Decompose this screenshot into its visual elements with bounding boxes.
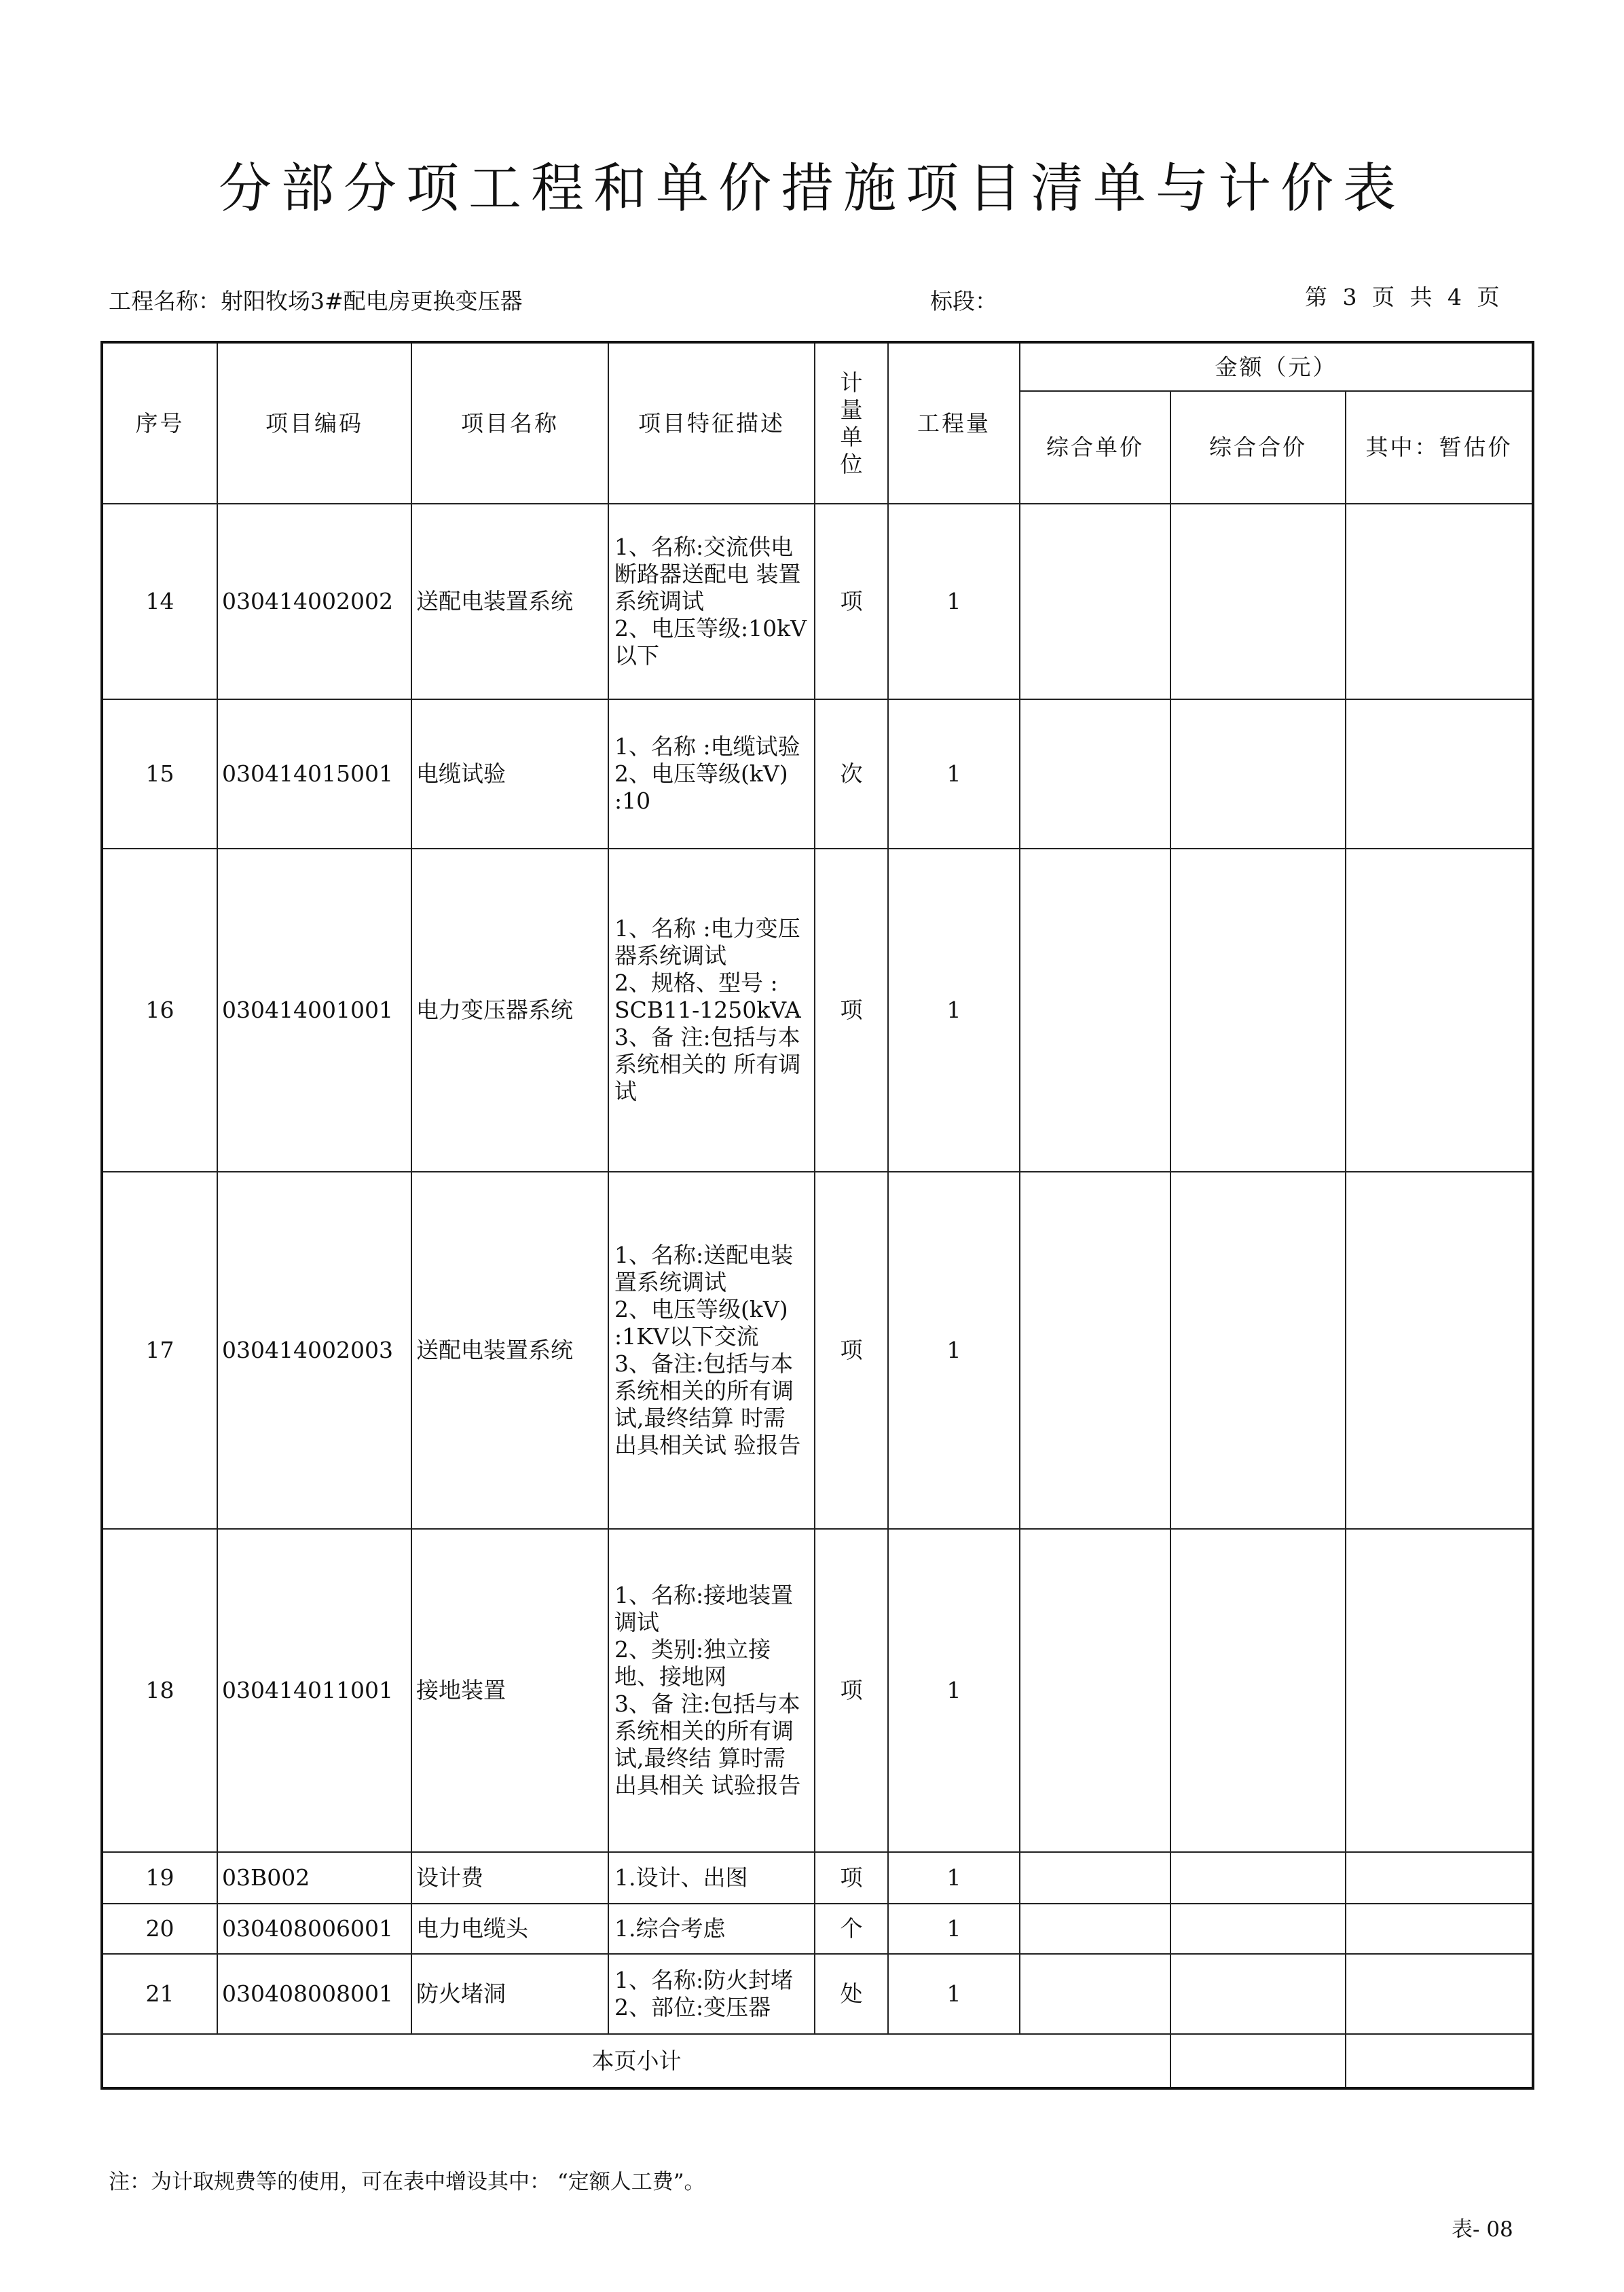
cell-seq: 16 xyxy=(102,849,217,1172)
header-qty: 工程量 xyxy=(888,342,1020,504)
cell-name: 电力变压器系统 xyxy=(411,849,608,1172)
cell-unit-price xyxy=(1020,849,1170,1172)
table-row xyxy=(102,1172,1533,1529)
cell-qty: 1 xyxy=(888,1852,1020,1904)
cell-desc xyxy=(608,1529,815,1852)
desc-line: 2、规格、型号 : SCB11-1250kVA xyxy=(614,969,801,1023)
cell-total-price xyxy=(1170,504,1346,699)
cell-name: 送配电装置系统 xyxy=(411,1172,608,1529)
cell-unit: 次 xyxy=(815,699,888,849)
table-row xyxy=(102,1852,1533,1904)
table-row xyxy=(102,1904,1533,1954)
header-provisional: 其中：暂估价 xyxy=(1346,391,1533,504)
cell-unit: 项 xyxy=(815,1852,888,1904)
desc-line: 2、电压等级:10kV以下 xyxy=(614,615,807,669)
desc-line: 3、备 注:包括与本系统相关的所有调试,最终结 算时需出具相关 试验报告 xyxy=(614,1690,801,1798)
cell-total-price xyxy=(1170,1172,1346,1529)
subtotal-label: 本页小计 xyxy=(102,2034,1170,2088)
project-name: 工程名称：射阳牧场3#配电房更换变压器 xyxy=(109,288,523,314)
cell-total-price xyxy=(1170,699,1346,849)
desc-line: 1、名称:防火封堵 xyxy=(614,1967,794,1993)
header-desc: 项目特征描述 xyxy=(608,342,815,504)
table-row xyxy=(102,849,1533,1172)
table-row xyxy=(102,1529,1533,1852)
cell-code: 03B002 xyxy=(217,1852,411,1904)
header-seq: 序号 xyxy=(102,342,217,504)
cell-code: 030414011001 xyxy=(217,1529,411,1852)
subtotal-provisional xyxy=(1346,2034,1533,2088)
subtotal-total-price xyxy=(1170,2034,1346,2088)
cell-total-price xyxy=(1170,1529,1346,1852)
cell-code: 030414001001 xyxy=(217,849,411,1172)
header-name: 项目名称 xyxy=(411,342,608,504)
cell-seq: 21 xyxy=(102,1954,217,2034)
desc-line: 1、名称 :电缆试验 xyxy=(614,733,800,760)
desc-line: 2、电压等级(kV) :1KV以下交流 xyxy=(614,1296,788,1350)
cell-qty: 1 xyxy=(888,699,1020,849)
cell-desc xyxy=(608,504,815,699)
cell-unit: 项 xyxy=(815,849,888,1172)
cell-desc xyxy=(608,1904,815,1954)
cell-qty: 1 xyxy=(888,1529,1020,1852)
cell-seq: 19 xyxy=(102,1852,217,1904)
cell-unit-price xyxy=(1020,1852,1170,1904)
desc-line: 1.综合考虑 xyxy=(614,1915,726,1942)
header-unit-label: 计量单位 xyxy=(840,369,863,477)
cell-provisional xyxy=(1346,1954,1533,2034)
cell-seq: 14 xyxy=(102,504,217,699)
cell-seq: 18 xyxy=(102,1529,217,1852)
cell-qty: 1 xyxy=(888,1172,1020,1529)
table-row xyxy=(102,699,1533,849)
cell-unit-price xyxy=(1020,699,1170,849)
cell-unit: 项 xyxy=(815,504,888,699)
cell-desc xyxy=(608,1172,815,1529)
desc-line: 1、名称:送配电装置系统调试 xyxy=(614,1242,794,1295)
cell-provisional xyxy=(1346,849,1533,1172)
cell-provisional xyxy=(1346,699,1533,849)
desc-line: 1、名称 :电力变压器系统调试 xyxy=(614,915,800,969)
cell-desc xyxy=(608,1852,815,1904)
table-row xyxy=(102,504,1533,699)
cell-unit-price xyxy=(1020,1904,1170,1954)
footnote: 注：为计取规费等的使用，可在表中增设其中： “定额人工费”。 xyxy=(109,2170,705,2194)
desc-line: 3、备注:包括与本系统相关的所有调试,最终结算 时需出具相关试 验报告 xyxy=(614,1350,801,1458)
cell-qty: 1 xyxy=(888,849,1020,1172)
cell-total-price xyxy=(1170,1904,1346,1954)
desc-line: 2、类别:独立接地、接地网 xyxy=(614,1636,771,1690)
page-info: 第 3 页 共 4 页 xyxy=(1305,284,1500,310)
cell-total-price xyxy=(1170,849,1346,1172)
cell-provisional xyxy=(1346,504,1533,699)
pricing-table xyxy=(100,341,1534,2090)
cell-qty: 1 xyxy=(888,1954,1020,2034)
cell-name: 电力电缆头 xyxy=(411,1904,608,1954)
cell-desc xyxy=(608,849,815,1172)
cell-code: 030414002002 xyxy=(217,504,411,699)
cell-provisional xyxy=(1346,1904,1533,1954)
desc-line: 2、部位:变压器 xyxy=(614,1994,771,2020)
header-code: 项目编码 xyxy=(217,342,411,504)
table-row xyxy=(102,1954,1533,2034)
desc-line: 1、名称:交流供电断路器送配电 装置系统调试 xyxy=(614,534,801,614)
cell-provisional xyxy=(1346,1529,1533,1852)
cell-unit: 项 xyxy=(815,1172,888,1529)
cell-seq: 20 xyxy=(102,1904,217,1954)
section-label: 标段： xyxy=(930,288,997,314)
desc-line: 1、名称:接地装置调试 xyxy=(614,1582,794,1635)
cell-name: 防火堵洞 xyxy=(411,1954,608,2034)
cell-unit-price xyxy=(1020,1172,1170,1529)
cell-qty: 1 xyxy=(888,1904,1020,1954)
cell-name: 接地装置 xyxy=(411,1529,608,1852)
header-unit-price: 综合单价 xyxy=(1020,391,1170,504)
cell-code: 030414002003 xyxy=(217,1172,411,1529)
cell-unit-price xyxy=(1020,504,1170,699)
cell-name: 送配电装置系统 xyxy=(411,504,608,699)
cell-qty: 1 xyxy=(888,504,1020,699)
cell-unit-price xyxy=(1020,1954,1170,2034)
cell-code: 030414015001 xyxy=(217,699,411,849)
cell-total-price xyxy=(1170,1852,1346,1904)
header-unit xyxy=(815,342,888,504)
page-title: 分部分项工程和单价措施项目清单与计价表 xyxy=(218,158,1405,219)
cell-name: 设计费 xyxy=(411,1852,608,1904)
cell-desc xyxy=(608,1954,815,2034)
header-total-price: 综合合价 xyxy=(1170,391,1346,504)
cell-unit: 个 xyxy=(815,1904,888,1954)
subtotal-row xyxy=(102,2034,1533,2088)
cell-unit-price xyxy=(1020,1529,1170,1852)
cell-code: 030408008001 xyxy=(217,1954,411,2034)
desc-line: 2、电压等级(kV) :10 xyxy=(614,760,788,814)
cell-desc xyxy=(608,699,815,849)
cell-code: 030408006001 xyxy=(217,1904,411,1954)
cell-provisional xyxy=(1346,1852,1533,1904)
cell-total-price xyxy=(1170,1954,1346,2034)
cell-unit: 项 xyxy=(815,1529,888,1852)
form-number: 表- 08 xyxy=(1452,2217,1513,2242)
cell-provisional xyxy=(1346,1172,1533,1529)
cell-name: 电缆试验 xyxy=(411,699,608,849)
desc-line: 3、备 注:包括与本系统相关的 所有调试 xyxy=(614,1024,801,1105)
cell-seq: 15 xyxy=(102,699,217,849)
cell-unit: 处 xyxy=(815,1954,888,2034)
cell-seq: 17 xyxy=(102,1172,217,1529)
header-amount: 金额（元） xyxy=(1020,342,1533,391)
desc-line: 1.设计、出图 xyxy=(614,1864,748,1891)
